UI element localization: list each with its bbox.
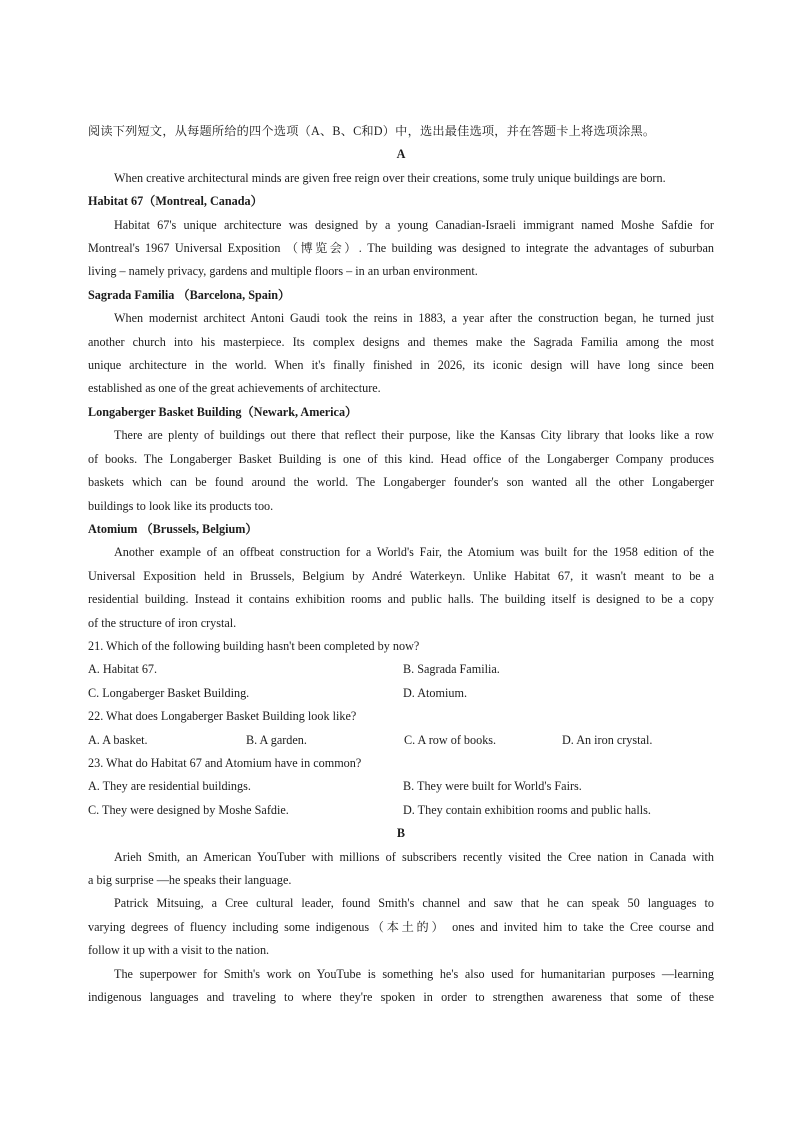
section-a-intro: When creative architectural minds are given free reign over their creations, some truly unique buildings are born.: [114, 170, 666, 185]
instructions: 阅读下列短文，从每题所给的四个选项（A、B、C和D）中，选出最佳选项，并在答题卡上将选项涂黑。: [88, 124, 656, 138]
option-a[interactable]: A. Habitat 67.: [88, 662, 158, 677]
passage-line: indigenous languages and traveling to where they're spoken in order to strengthen awareness that some of these: [88, 990, 714, 1005]
passage-line: another church into his masterpiece. Its complex designs and themes make the Sagrada Familia among the most: [88, 334, 714, 349]
passage-line: Habitat 67's unique architecture was designed by a young Canadian-Israeli immigrant named Moshe Safdie for: [114, 217, 714, 232]
options-row: [88, 658, 714, 681]
section-a-label: A: [396, 147, 406, 162]
passage-line: of the structure of iron crystal.: [88, 615, 237, 630]
option-b[interactable]: B. A garden.: [246, 732, 307, 747]
question-stem: 21. Which of the following building hasn't been completed by now?: [88, 638, 420, 653]
passage-line: of books. The Longaberger Basket Building is one of this kind. Head office of the Longaberger Company produces: [88, 451, 714, 466]
passage-line: Arieh Smith, an American YouTuber with millions of subscribers recently visited the Cree nation in Canada with: [114, 849, 714, 864]
passage-line: When modernist architect Antoni Gaudi took the reins in 1883, a year after the construction began, he turned just: [114, 311, 714, 326]
option-d[interactable]: D. They contain exhibition rooms and public halls.: [403, 802, 651, 817]
option-a[interactable]: A. They are residential buildings.: [88, 779, 251, 794]
question-stem: 23. What do Habitat 67 and Atomium have in common?: [88, 755, 362, 770]
question-stem: 22. What does Longaberger Basket Building look like?: [88, 709, 357, 724]
passage-line: Universal Exposition held in Brussels, Belgium by André Waterkeyn. Unlike Habitat 67, it wasn't meant to be a: [88, 568, 714, 583]
options-row: [88, 799, 714, 822]
passage-line: unique architecture in the world. When it's finally finished in 2026, its iconic design will have long since been: [88, 358, 714, 373]
passage-line: Another example of an offbeat construction for a World's Fair, the Atomium was built for the 1958 edition of the: [114, 545, 714, 560]
section-b-label: B: [396, 826, 406, 841]
option-c[interactable]: C. A row of books.: [404, 732, 497, 747]
options-row: [88, 775, 714, 798]
option-d[interactable]: D. Atomium.: [403, 685, 467, 700]
passage-line: buildings to look like its products too.: [88, 498, 274, 513]
passage-line: residential building. Instead it contains exhibition rooms and public halls. The building itself is designed to be a copy: [88, 592, 714, 607]
building-heading: Atomium （Brussels, Belgium）: [88, 521, 258, 536]
option-c[interactable]: C. Longaberger Basket Building.: [88, 685, 250, 700]
options-row: [88, 729, 714, 752]
building-heading: Habitat 67（Montreal, Canada）: [88, 194, 263, 209]
option-a[interactable]: A. A basket.: [88, 732, 148, 747]
passage-line: varying degrees of fluency including some indigenous（本土的） ones and invited him to take the Cree course and: [88, 919, 714, 934]
passage-line: established as one of the great achievements of architecture.: [88, 381, 381, 396]
option-d[interactable]: D. An iron crystal.: [562, 732, 653, 747]
passage-line: Montreal's 1967 Universal Exposition （博览会）. The building was designed to integrate the advantages of suburban: [88, 241, 714, 256]
exam-page: [88, 120, 714, 1009]
building-heading: Longaberger Basket Building（Newark, America）: [88, 404, 358, 419]
option-b[interactable]: B. Sagrada Familia.: [403, 662, 500, 677]
options-row: [88, 682, 714, 705]
passage-line: There are plenty of buildings out there that reflect their purpose, like the Kansas City library that looks like a row: [114, 428, 714, 443]
building-heading: Sagrada Familia （Barcelona, Spain）: [88, 287, 291, 302]
passage-line: baskets which can be found around the world. The Longaberger founder's son wanted all the other Longaberger: [88, 475, 714, 490]
option-c[interactable]: C. They were designed by Moshe Safdie.: [88, 802, 289, 817]
passage-line: The superpower for Smith's work on YouTube is something he's also used for humanitarian purposes —learning: [114, 966, 714, 981]
passage-line: Patrick Mitsuing, a Cree cultural leader, found Smith's channel and saw that he can speak 50 languages to: [114, 896, 714, 911]
passage-line: a big surprise —he speaks their language.: [88, 873, 292, 887]
passage-line: follow it up with a visit to the nation.: [88, 943, 270, 958]
passage-line: living – namely privacy, gardens and multiple floors – in an urban environment.: [88, 264, 478, 279]
option-b[interactable]: B. They were built for World's Fairs.: [403, 779, 582, 794]
